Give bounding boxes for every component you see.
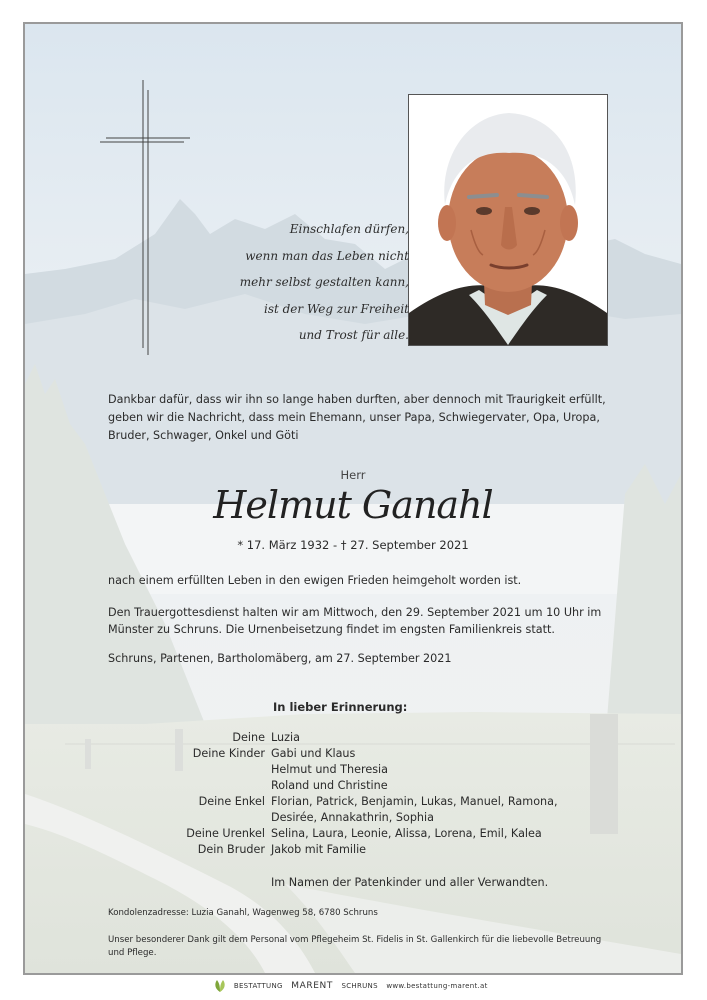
family-row <box>125 746 558 762</box>
family-names: Selina, Laura, Leonie, Alissa, Lorena, Emil, Kalea <box>271 827 542 840</box>
family-list <box>125 730 558 858</box>
family-row <box>125 794 558 810</box>
poem-line: und Trost für alle. <box>298 328 409 342</box>
family-row <box>125 778 558 794</box>
leaf-logo-icon <box>213 979 227 993</box>
poem-line: ist der Weg zur Freiheit <box>263 301 409 316</box>
portrait-image <box>409 95 607 345</box>
family-names: Gabi und Klaus <box>271 747 356 760</box>
obituary-card <box>23 22 683 975</box>
family-names: Florian, Patrick, Benjamin, Lukas, Manuel, Ramona, <box>271 795 558 808</box>
family-row <box>125 826 558 842</box>
paragraph-place-date: Schruns, Partenen, Bartholomäberg, am 27. September 2021 <box>108 652 452 665</box>
family-row <box>125 730 558 746</box>
family-relation <box>125 810 271 826</box>
family-relation: Deine Enkel <box>198 795 265 808</box>
family-row <box>125 762 558 778</box>
footer-website[interactable]: www.bestattung-marent.at <box>386 982 488 990</box>
family-names: Helmut und Theresia <box>271 763 389 776</box>
closing-line: Im Namen der Patenkinder und aller Verwandten. <box>271 876 549 889</box>
family-relation: Deine <box>232 731 265 744</box>
family-relation <box>125 762 271 778</box>
family-row <box>125 842 558 858</box>
memory-heading: In lieber Erinnerung: <box>273 700 408 714</box>
footer <box>0 979 707 993</box>
family-names: Jakob mit Familie <box>271 843 367 856</box>
card-content <box>25 24 681 973</box>
footer-brand: MARENT <box>291 981 333 991</box>
intro-text: Dankbar dafür, dass wir ihn so lange haben durften, aber dennoch mit Traurigkeit erfüllt, geben wir die Nachricht, dass mein Ehemann, unser Papa, Schwiegervater, Opa, Uropa, Bruder, Schwager, Onkel und Göti <box>108 393 606 442</box>
thanks-note: Unser besonderer Dank gilt dem Personal vom Pflegeheim St. Fidelis in St. Gallenkirch für die liebevolle Betreuung und Pflege. <box>108 935 602 958</box>
footer-place: SCHRUNS <box>341 982 378 990</box>
salutation: Herr <box>340 468 366 482</box>
family-names: Roland und Christine <box>271 779 388 792</box>
condolence-address: Kondolenzadresse: Luzia Ganahl, Wagenweg 58, 6780 Schruns <box>108 908 378 918</box>
life-dates: * 17. März 1932 - † 27. September 2021 <box>237 538 469 552</box>
cross-icon <box>100 80 190 355</box>
family-relation: Deine Urenkel <box>186 827 265 840</box>
paragraph-service: Den Trauergottesdienst halten wir am Mittwoch, den 29. September 2021 um 10 Uhr im Münster zu Schruns. Die Urnenbeisetzung findet im engsten Familienkreis statt. <box>108 606 602 636</box>
family-relation: Deine Kinder <box>192 747 265 760</box>
footer-prefix: BESTATTUNG <box>233 982 283 990</box>
family-relation: Dein Bruder <box>197 843 265 856</box>
family-names: Luzia <box>271 731 300 744</box>
poem-line: mehr selbst gestalten kann, <box>239 275 409 289</box>
paragraph-peace: nach einem erfüllten Leben in den ewigen Frieden heimgeholt worden ist. <box>108 574 522 587</box>
deceased-name: Helmut Ganahl <box>213 483 493 527</box>
poem-line: wenn man das Leben nicht <box>245 248 409 263</box>
poem <box>240 216 409 349</box>
poem-line: Einschlafen dürfen, <box>289 222 409 236</box>
portrait-photo <box>408 94 608 346</box>
family-names: Desirée, Annakathrin, Sophia <box>271 811 434 824</box>
family-row <box>125 810 558 826</box>
family-relation <box>125 778 271 794</box>
